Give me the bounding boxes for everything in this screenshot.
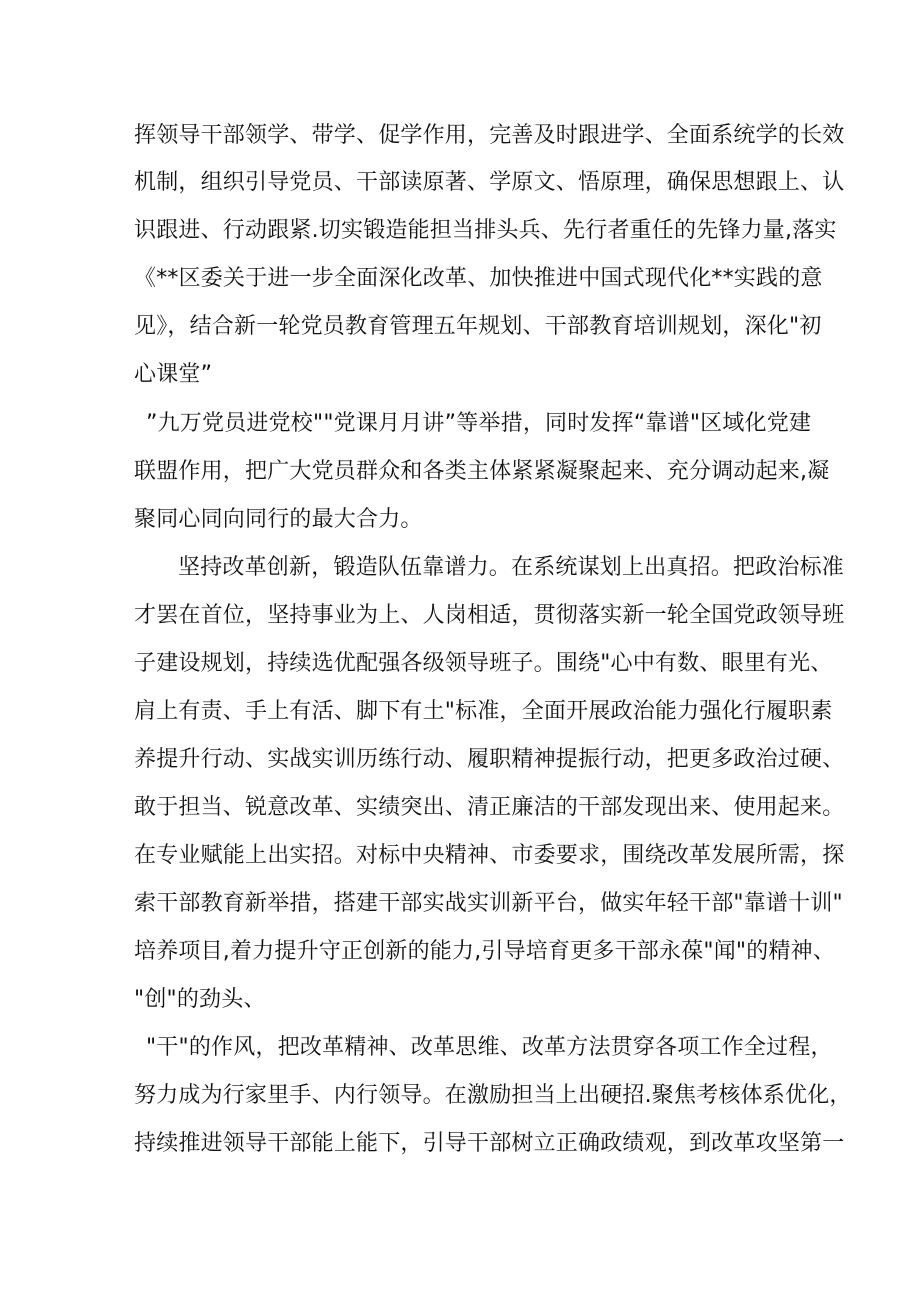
text-line-16: 在专业赋能上出实招。对标中央精神、市委要求，围绕改革发展所需，探 bbox=[134, 843, 845, 868]
text-line-22: 持续推进领导干部能上能下，引导干部树立正确政绩观，到改革攻坚第一 bbox=[134, 1131, 845, 1156]
text-line-21: 努力成为行家里手、内行领导。在激励担当上出硬招.聚焦考核体系优化， bbox=[134, 1083, 852, 1108]
text-line-12: 子建设规划，持续选优配强各级领导班子。围绕"心中有数、眼里有光、 bbox=[134, 651, 833, 676]
text-line-7: ”九万党员进党校""党课月月讲”等举措，同时发挥“靠谱"区域化党建 bbox=[146, 411, 812, 436]
text-line-15: 敢于担当、锐意改革、实绩突出、清正廉洁的干部发现出来、使用起来。 bbox=[134, 795, 845, 820]
text-line-11: 才罢在首位，坚持事业为上、人岗相适，贯彻落实新一轮全国党政领导班 bbox=[134, 603, 845, 628]
text-line-3: 识跟进、行动跟紧.切实锻造能担当排头兵、先行者重任的先锋力量,落实 bbox=[134, 218, 837, 243]
text-line-14: 养提升行动、实战实训历练行动、履职精神提振行动，把更多政治过硬、 bbox=[134, 747, 845, 772]
text-line-13: 肩上有责、手上有活、脚下有土"标准，全面开展政治能力强化行履职素 bbox=[134, 699, 833, 724]
text-line-17: 索干部教育新举措，搭建干部实战实训新平台，做实年轻干部"靠谱十训" bbox=[134, 891, 843, 916]
text-line-18: 培养项目,着力提升守正创新的能力,引导培育更多干部永葆"闻"的精神、 bbox=[134, 939, 836, 964]
text-line-4: 《**区委关于进一步全面深化改革、加快推进中国式现代化**实践的意 bbox=[134, 266, 823, 291]
text-line-2: 机制，组织引导党员、干部读原著、学原文、悟原理，确保思想跟上、认 bbox=[134, 170, 845, 195]
text-line-19: "创"的劲头、 bbox=[134, 987, 266, 1012]
text-line-5: 见》，结合新一轮党员教育管理五年规划、干部教育培训规划，深化"初 bbox=[134, 314, 822, 339]
text-line-9: 聚同心同向同行的最大合力。 bbox=[134, 507, 423, 532]
text-line-20: "干"的作风，把改革精神、改革思维、改革方法贯穿各项工作全过程， bbox=[146, 1035, 833, 1060]
text-line-1: 挥领导干部领学、带学、促学作用，完善及时跟进学、全面系统学的长效 bbox=[134, 123, 845, 148]
text-line-10: 坚持改革创新，锻造队伍靠谱力。在系统谋划上出真招。把政治标准 bbox=[178, 555, 845, 580]
text-line-8: 联盟作用，把广大党员群众和各类主体紧紧凝聚起来、充分调动起来,凝 bbox=[134, 459, 830, 484]
text-line-6: 心课堂” bbox=[134, 362, 213, 387]
